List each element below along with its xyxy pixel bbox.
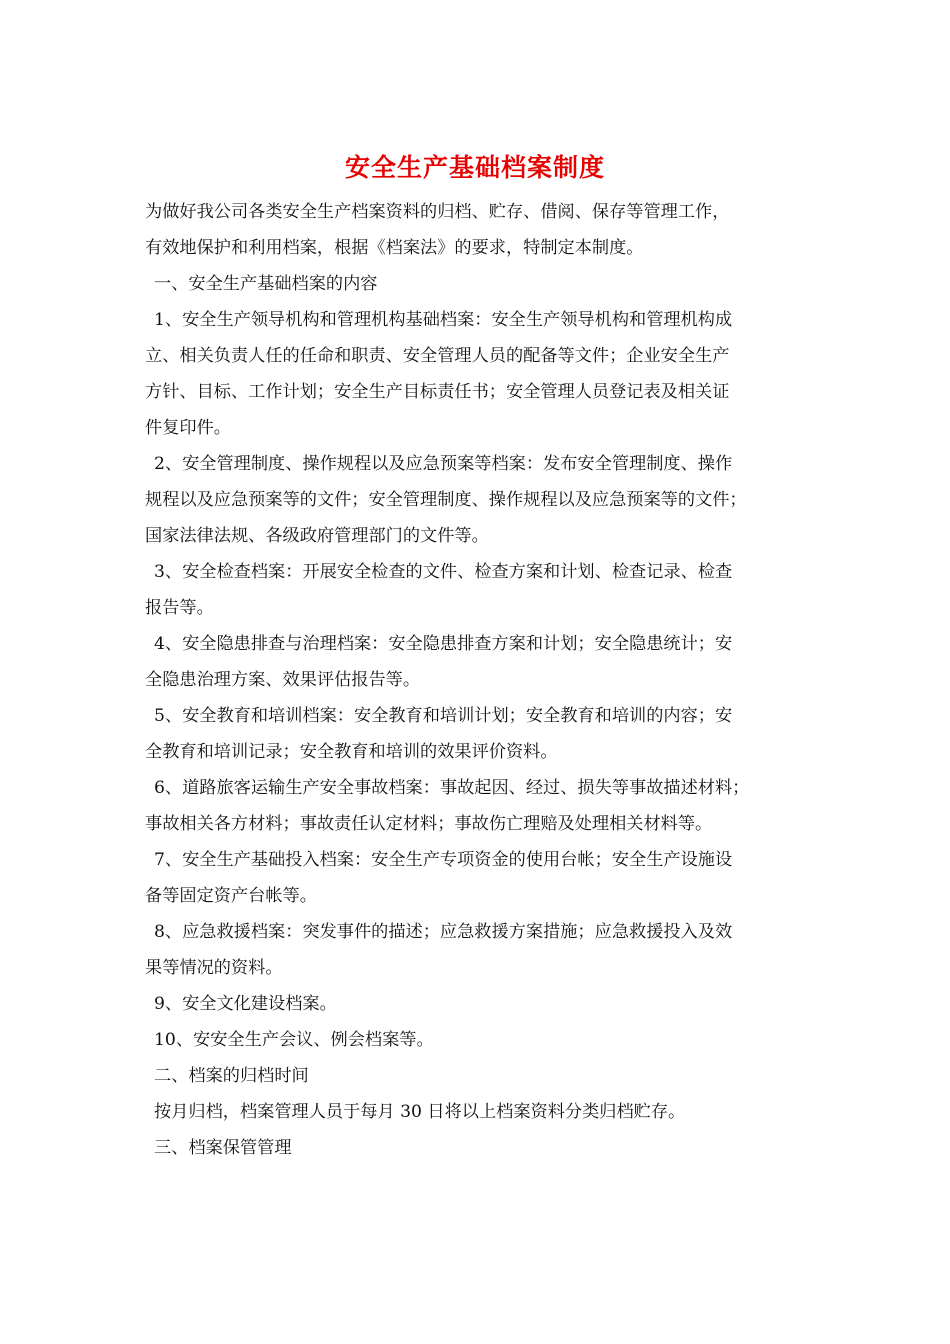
list-item-line: 备等固定资产台帐等。 xyxy=(145,886,317,906)
list-item-line: 报告等。 xyxy=(145,598,214,618)
list-item-line: 立、相关负责人任的任命和职责、安全管理人员的配备等文件；企业安全生产 xyxy=(145,346,730,366)
list-item-line: 8、应急救援档案：突发事件的描述；应急救援方案措施；应急救援投入及效 xyxy=(154,922,733,942)
list-item-line: 果等情况的资料。 xyxy=(145,958,283,978)
list-item-line: 5、安全教育和培训档案：安全教育和培训计划；安全教育和培训的内容；安 xyxy=(154,706,733,726)
document-body xyxy=(145,194,805,1166)
list-item-line: 2、安全管理制度、操作规程以及应急预案等档案：发布安全管理制度、操作 xyxy=(154,454,733,474)
list-item-line: 件复印件。 xyxy=(145,418,231,438)
list-item-line: 7、安全生产基础投入档案：安全生产专项资金的使用台帐；安全生产设施设 xyxy=(154,850,733,870)
list-item-line: 方针、目标、工作计划；安全生产目标责任书；安全管理人员登记表及相关证 xyxy=(145,382,730,402)
list-item-line: 事故相关各方材料；事故责任认定材料；事故伤亡理赔及处理相关材料等。 xyxy=(145,814,713,834)
paragraph-line: 有效地保护和利用档案，根据《档案法》的要求，特制定本制度。 xyxy=(145,238,644,258)
list-item-line: 4、安全隐患排查与治理档案：安全隐患排查方案和计划；安全隐患统计；安 xyxy=(154,634,733,654)
section-heading: 三、档案保管管理 xyxy=(154,1138,292,1158)
paragraph-line: 按月归档，档案管理人员于每月 30 日将以上档案资料分类归档贮存。 xyxy=(154,1102,686,1122)
paragraph-line: 为做好我公司各类安全生产档案资料的归档、贮存、借阅、保存等管理工作， xyxy=(145,202,730,222)
list-item-line: 3、安全检查档案：开展安全检查的文件、检查方案和计划、检查记录、检查 xyxy=(154,562,733,582)
document-title: 安全生产基础档案制度 xyxy=(344,153,605,182)
list-item-line: 全隐患治理方案、效果评估报告等。 xyxy=(145,670,421,690)
section-heading: 二、档案的归档时间 xyxy=(154,1066,309,1086)
list-item-line: 10、安安全生产会议、例会档案等。 xyxy=(154,1030,434,1050)
list-item-line: 6、道路旅客运输生产安全事故档案：事故起因、经过、损失等事故描述材料； xyxy=(154,778,750,798)
list-item-line: 1、安全生产领导机构和管理机构基础档案：安全生产领导机构和管理机构成 xyxy=(154,310,733,330)
list-item-line: 9、安全文化建设档案。 xyxy=(154,994,337,1014)
section-heading: 一、安全生产基础档案的内容 xyxy=(154,274,378,294)
list-item-line: 国家法律法规、各级政府管理部门的文件等。 xyxy=(145,526,489,546)
list-item-line: 规程以及应急预案等的文件；安全管理制度、操作规程以及应急预案等的文件； xyxy=(145,490,747,510)
list-item-line: 全教育和培训记录；安全教育和培训的效果评价资料。 xyxy=(145,742,558,762)
